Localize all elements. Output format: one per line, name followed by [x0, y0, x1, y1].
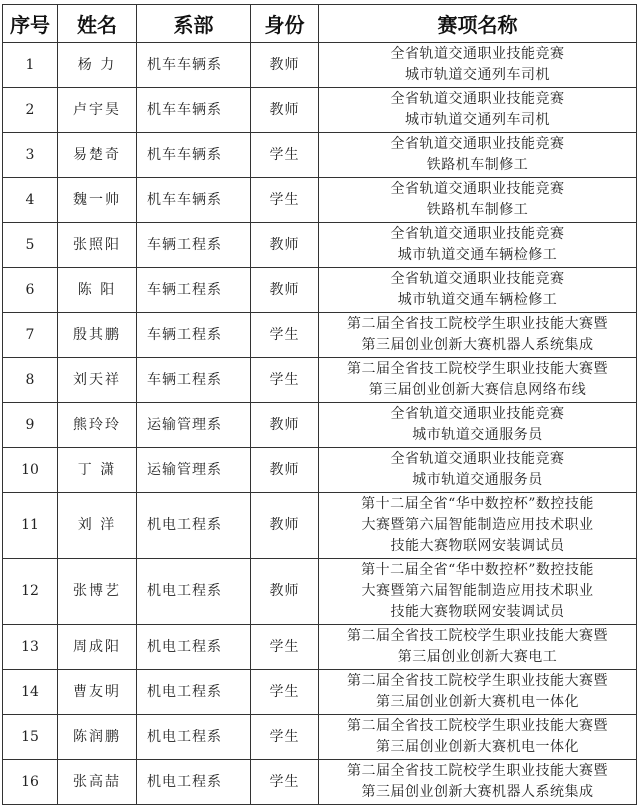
cell-role: 教师 — [251, 448, 319, 493]
cell-event: 第十二届全省“华中数控杯”数控技能 大赛暨第六届智能制造应用技术职业 技能大赛物联网安装调试员 — [319, 493, 637, 559]
cell-no: 6 — [3, 268, 58, 313]
cell-name: 张博艺 — [58, 559, 137, 625]
cell-no: 3 — [3, 133, 58, 178]
table-row — [3, 670, 637, 715]
table-row — [3, 268, 637, 313]
header-row — [3, 5, 637, 43]
table-row — [3, 625, 637, 670]
header-role: 身份 — [251, 5, 319, 43]
cell-name: 卢宇昊 — [58, 88, 137, 133]
cell-event: 第十二届全省“华中数控杯”数控技能 大赛暨第六届智能制造应用技术职业 技能大赛物联网安装调试员 — [319, 559, 637, 625]
table-row — [3, 493, 637, 559]
cell-event: 第二届全省技工院校学生职业技能大赛暨 第三届创业创新大赛机电一体化 — [319, 670, 637, 715]
cell-event: 全省轨道交通职业技能竞赛 城市轨道交通列车司机 — [319, 88, 637, 133]
table-row — [3, 133, 637, 178]
cell-role: 学生 — [251, 133, 319, 178]
cell-role: 学生 — [251, 313, 319, 358]
header-event: 赛项名称 — [319, 5, 637, 43]
cell-dept: 机车车辆系 — [137, 133, 251, 178]
cell-dept: 机车车辆系 — [137, 178, 251, 223]
cell-event: 第二届全省技工院校学生职业技能大赛暨 第三届创业创新大赛机器人系统集成 — [319, 313, 637, 358]
cell-no: 15 — [3, 715, 58, 760]
cell-dept: 机电工程系 — [137, 625, 251, 670]
cell-role: 学生 — [251, 760, 319, 805]
cell-dept: 机电工程系 — [137, 493, 251, 559]
table-row — [3, 313, 637, 358]
cell-role: 教师 — [251, 403, 319, 448]
cell-name: 杨 力 — [58, 43, 137, 88]
table-row — [3, 715, 637, 760]
cell-name: 陈 阳 — [58, 268, 137, 313]
cell-event: 全省轨道交通职业技能竞赛 城市轨道交通服务员 — [319, 448, 637, 493]
cell-name: 魏一帅 — [58, 178, 137, 223]
cell-dept: 车辆工程系 — [137, 358, 251, 403]
cell-no: 11 — [3, 493, 58, 559]
cell-role: 教师 — [251, 88, 319, 133]
cell-event: 全省轨道交通职业技能竞赛 铁路机车制修工 — [319, 178, 637, 223]
cell-role: 教师 — [251, 223, 319, 268]
cell-name: 刘 洋 — [58, 493, 137, 559]
cell-name: 张高喆 — [58, 760, 137, 805]
table-row — [3, 223, 637, 268]
table-row — [3, 448, 637, 493]
cell-name: 陈润鹏 — [58, 715, 137, 760]
cell-event: 全省轨道交通职业技能竞赛 城市轨道交通列车司机 — [319, 43, 637, 88]
cell-role: 教师 — [251, 559, 319, 625]
cell-role: 学生 — [251, 670, 319, 715]
cell-role: 学生 — [251, 715, 319, 760]
cell-event: 第二届全省技工院校学生职业技能大赛暨 第三届创业创新大赛信息网络布线 — [319, 358, 637, 403]
table-row — [3, 760, 637, 805]
cell-event: 全省轨道交通职业技能竞赛 城市轨道交通车辆检修工 — [319, 223, 637, 268]
cell-name: 熊玲玲 — [58, 403, 137, 448]
cell-no: 14 — [3, 670, 58, 715]
cell-event: 第二届全省技工院校学生职业技能大赛暨 第三届创业创新大赛机电一体化 — [319, 715, 637, 760]
cell-dept: 机电工程系 — [137, 670, 251, 715]
cell-no: 9 — [3, 403, 58, 448]
header-name: 姓名 — [58, 5, 137, 43]
cell-event: 全省轨道交通职业技能竞赛 铁路机车制修工 — [319, 133, 637, 178]
cell-role: 教师 — [251, 43, 319, 88]
cell-no: 2 — [3, 88, 58, 133]
cell-no: 4 — [3, 178, 58, 223]
cell-no: 10 — [3, 448, 58, 493]
cell-no: 1 — [3, 43, 58, 88]
cell-no: 16 — [3, 760, 58, 805]
table-row — [3, 403, 637, 448]
table-row — [3, 43, 637, 88]
header-dept: 系部 — [137, 5, 251, 43]
table-row — [3, 358, 637, 403]
table-row — [3, 88, 637, 133]
table-row — [3, 559, 637, 625]
cell-role: 教师 — [251, 493, 319, 559]
cell-dept: 车辆工程系 — [137, 313, 251, 358]
cell-no: 12 — [3, 559, 58, 625]
cell-dept: 机电工程系 — [137, 760, 251, 805]
table-body — [3, 43, 637, 805]
cell-name: 曹友明 — [58, 670, 137, 715]
cell-role: 学生 — [251, 178, 319, 223]
cell-dept: 机车车辆系 — [137, 88, 251, 133]
cell-dept: 机车车辆系 — [137, 43, 251, 88]
cell-name: 殷其鹏 — [58, 313, 137, 358]
cell-event: 全省轨道交通职业技能竞赛 城市轨道交通车辆检修工 — [319, 268, 637, 313]
cell-name: 周成阳 — [58, 625, 137, 670]
cell-event: 第二届全省技工院校学生职业技能大赛暨 第三届创业创新大赛电工 — [319, 625, 637, 670]
cell-name: 易楚奇 — [58, 133, 137, 178]
header-no: 序号 — [3, 5, 58, 43]
cell-no: 8 — [3, 358, 58, 403]
cell-role: 教师 — [251, 268, 319, 313]
cell-dept: 机电工程系 — [137, 559, 251, 625]
cell-dept: 车辆工程系 — [137, 223, 251, 268]
cell-dept: 运输管理系 — [137, 403, 251, 448]
table-row — [3, 178, 637, 223]
cell-no: 5 — [3, 223, 58, 268]
cell-dept: 车辆工程系 — [137, 268, 251, 313]
cell-event: 全省轨道交通职业技能竞赛 城市轨道交通服务员 — [319, 403, 637, 448]
cell-dept: 机电工程系 — [137, 715, 251, 760]
cell-name: 丁 潇 — [58, 448, 137, 493]
cell-role: 学生 — [251, 358, 319, 403]
cell-role: 学生 — [251, 625, 319, 670]
cell-no: 13 — [3, 625, 58, 670]
cell-no: 7 — [3, 313, 58, 358]
cell-name: 张照阳 — [58, 223, 137, 268]
cell-event: 第二届全省技工院校学生职业技能大赛暨 第三届创业创新大赛机器人系统集成 — [319, 760, 637, 805]
competition-table — [2, 4, 637, 805]
cell-dept: 运输管理系 — [137, 448, 251, 493]
cell-name: 刘天祥 — [58, 358, 137, 403]
